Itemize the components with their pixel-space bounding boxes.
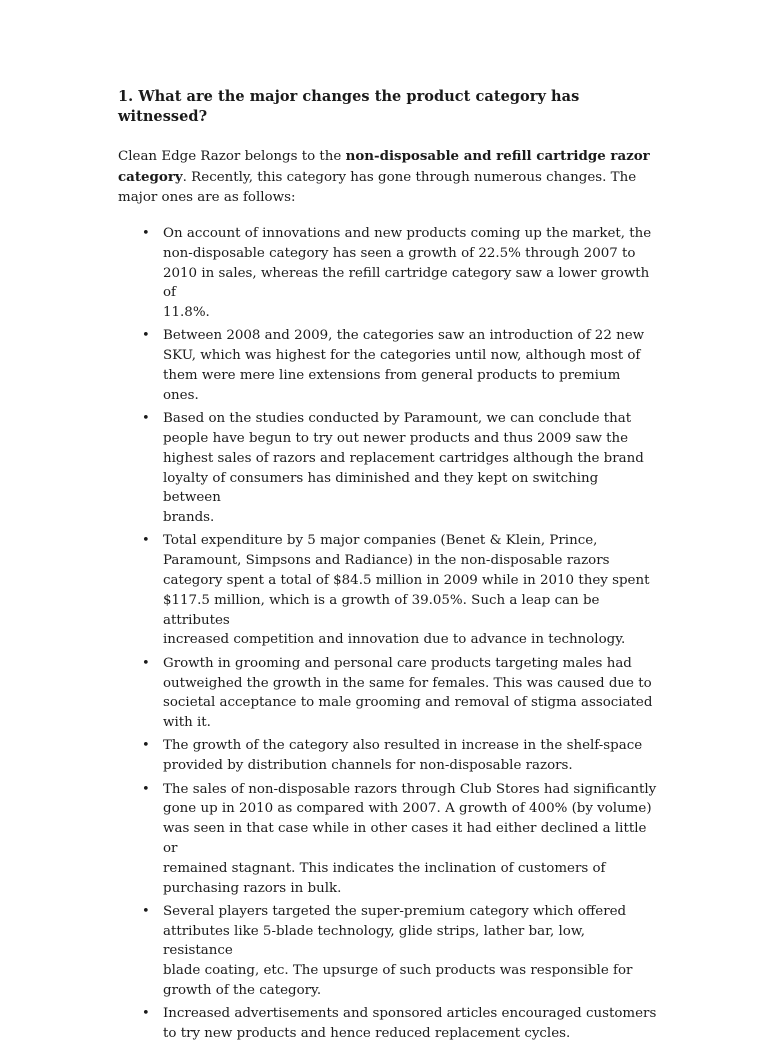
list-item-text: Between 2008 and 2009, the categories saw an introduction of 22 new SKU, which was highest for the categories until now, although most of them were mere line extensions from general products to premium ones. — [163, 328, 645, 403]
intro-text-start: Clean Edge Razor belongs to the — [118, 149, 346, 164]
document-content — [118, 87, 658, 1047]
list-item-text: The growth of the category also resulted in increase in the shelf-space provided by distribution channels for non-disposable razors. — [163, 738, 643, 774]
list-item — [118, 780, 658, 899]
bullet-icon: • — [142, 903, 150, 919]
intro-category-bold: non-disposable and refill cartridge razor category — [118, 148, 650, 185]
list-item-text: Growth in grooming and personal care products targeting males had outweighed the growth in the same for females. This was caused due to societal acceptance to male grooming and removal of stigma associated with it. — [163, 655, 653, 731]
bullet-icon: • — [142, 738, 150, 754]
question-heading: 1. What are the major changes the product category has witnessed? — [118, 88, 580, 125]
bullet-icon: • — [142, 328, 150, 344]
list-item-text: Increased advertisements and sponsored articles encouraged customers to try new products and hence reduced replacement cycles. — [163, 1006, 657, 1042]
bullet-icon: • — [142, 411, 150, 427]
bullet-icon: • — [142, 226, 150, 241]
list-item-text: Several players targeted the super-premium category which offered attributes like 5-blade technology, glide strips, lather bar, low, resistance blade coating, etc. The upsurge of such products was responsible for growth of the category. — [163, 903, 633, 998]
changes-list — [118, 224, 658, 1044]
list-item — [118, 409, 658, 528]
list-item — [118, 736, 658, 776]
list-item — [118, 1004, 658, 1044]
intro-text-end: . Recently, this category has gone through numerous changes. The major ones are as follows: — [118, 170, 637, 205]
list-item — [118, 902, 658, 1001]
list-item-text: Total expenditure by 5 major companies (Benet & Klein, Prince, Paramount, Simpsons and Radiance) in the non-disposable razors category spent a total of $84.5 million in 2009 while in 2010 they spent $117.5 million, which is a growth of 39.05%. Such a leap can be attributes increased competition and innovation due to advance in technology. — [163, 533, 650, 648]
bullet-icon: • — [142, 1006, 150, 1022]
bullet-icon: • — [142, 781, 150, 797]
list-item — [118, 326, 658, 405]
list-item — [118, 224, 658, 323]
list-item — [118, 654, 658, 733]
list-item-text: On account of innovations and new products coming up the market, the non-disposable category has seen a growth of 22.5% through 2007 to 2010 in sales, whereas the refill cartridge category saw a lower growth of 11.8%. — [163, 226, 652, 321]
list-item — [118, 531, 658, 650]
bullet-icon: • — [142, 533, 150, 549]
intro-paragraph — [118, 146, 658, 208]
bullet-icon: • — [142, 655, 150, 671]
list-item-text: The sales of non-disposable razors through Club Stores had significantly gone up in 2010 as compared with 2007. A growth of 400% (by volume) was seen in that case while in other cases it had either declined a little or remained stagnant. This indicates the inclination of customers of purchasing razors in bulk. — [163, 781, 657, 896]
list-item-text: Based on the studies conducted by Paramount, we can conclude that people have begun to try out newer products and thus 2009 saw the highest sales of razors and replacement cartridges although the brand loyalty of consumers has diminished and they kept on switching between brands. — [163, 411, 644, 526]
